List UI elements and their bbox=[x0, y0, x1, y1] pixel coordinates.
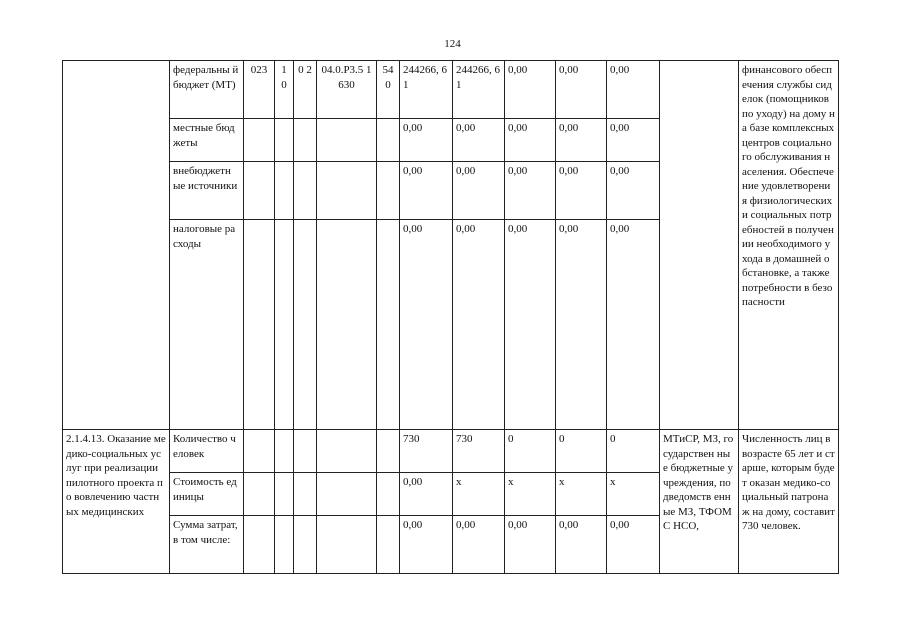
value-cell: 730 bbox=[453, 430, 505, 473]
value-cell: 0,00 bbox=[400, 220, 453, 430]
measure-cell-empty bbox=[63, 61, 170, 430]
result-cell: финансового обеспечения службы сиделок (помощников по уходу) на дому на базе комплексных центров социального обслуживания населения. Обеспечение удовлетворения физиологических и социальных потребностей в получении необходимого ухода в домашней обстановке, а также потребности в безопасности bbox=[739, 61, 839, 430]
budget-table bbox=[62, 60, 839, 574]
grbs-cell: 023 bbox=[244, 61, 275, 119]
source-cell: Количество человек bbox=[170, 430, 244, 473]
value-cell: 0,00 bbox=[505, 516, 556, 574]
value-cell: 730 bbox=[400, 430, 453, 473]
source-cell: внебюджетн ые источники bbox=[170, 162, 244, 220]
result-cell: Численность лиц в возрасте 65 лет и старше, которым будет оказан медико-социальный патронаж на дому, составит 730 человек. bbox=[739, 430, 839, 574]
value-cell: 0 bbox=[607, 430, 660, 473]
value-cell: 0,00 bbox=[400, 162, 453, 220]
value-cell: x bbox=[453, 473, 505, 516]
csr-cell: 04.0.Р3.5 1630 bbox=[317, 61, 377, 119]
source-cell: Стоимость единицы bbox=[170, 473, 244, 516]
value-cell: 0,00 bbox=[453, 119, 505, 162]
vr-cell: 54 0 bbox=[377, 61, 400, 119]
value-cell: 0,00 bbox=[607, 220, 660, 430]
value-cell: 0,00 bbox=[400, 516, 453, 574]
executors-cell-empty bbox=[660, 61, 739, 430]
value-cell: 0,00 bbox=[453, 220, 505, 430]
value-cell: x bbox=[556, 473, 607, 516]
value-cell: 0,00 bbox=[607, 162, 660, 220]
source-cell: местные бюджеты bbox=[170, 119, 244, 162]
value-cell: 0,00 bbox=[453, 516, 505, 574]
table-row-count bbox=[63, 430, 839, 473]
value-cell: 0,00 bbox=[556, 516, 607, 574]
source-cell: налоговые расходы bbox=[170, 220, 244, 430]
value-cell: 244266, 61 bbox=[400, 61, 453, 119]
page-number: 124 bbox=[444, 38, 461, 50]
value-cell: 0,00 bbox=[556, 220, 607, 430]
pr-cell: 0 2 bbox=[294, 61, 317, 119]
table-row-federal-budget bbox=[63, 61, 839, 119]
value-cell: x bbox=[607, 473, 660, 516]
value-cell: 0,00 bbox=[505, 119, 556, 162]
value-cell: 0,00 bbox=[400, 119, 453, 162]
value-cell: 0,00 bbox=[505, 162, 556, 220]
value-cell: 0,00 bbox=[607, 516, 660, 574]
executors-cell: МТиСР, МЗ, государствен ные бюджетные учреждения, подведомств енные МЗ, ТФОМС НСО, bbox=[660, 430, 739, 574]
value-cell: 0,00 bbox=[556, 61, 607, 119]
value-cell: 0 bbox=[556, 430, 607, 473]
measure-cell: 2.1.4.13. Оказание медико-социальных услуг при реализации пилотного проекта по вовлечению частных медицинских bbox=[63, 430, 170, 574]
value-cell: 0,00 bbox=[607, 61, 660, 119]
value-cell: 244266, 61 bbox=[453, 61, 505, 119]
value-cell: 0,00 bbox=[505, 61, 556, 119]
value-cell: 0 bbox=[505, 430, 556, 473]
value-cell: 0,00 bbox=[505, 220, 556, 430]
value-cell: 0,00 bbox=[556, 162, 607, 220]
source-cell: Сумма затрат, в том числе: bbox=[170, 516, 244, 574]
value-cell: 0,00 bbox=[453, 162, 505, 220]
source-cell: федеральны й бюджет (МТ) bbox=[170, 61, 244, 119]
value-cell: x bbox=[505, 473, 556, 516]
value-cell: 0,00 bbox=[556, 119, 607, 162]
rz-cell: 1 0 bbox=[275, 61, 294, 119]
value-cell: 0,00 bbox=[400, 473, 453, 516]
value-cell: 0,00 bbox=[607, 119, 660, 162]
